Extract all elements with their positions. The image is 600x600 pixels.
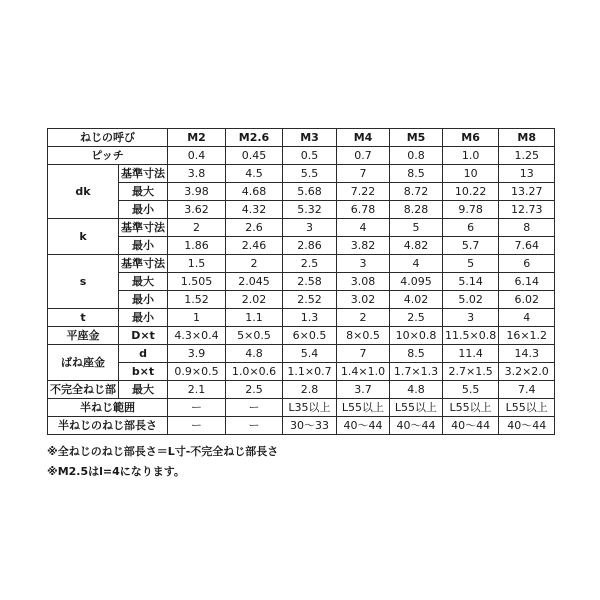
- dk-value-cell: 3.62: [168, 201, 226, 219]
- k-value-cell: 2: [168, 219, 226, 237]
- incomplete_thread-value-cell: 2.5: [226, 381, 283, 399]
- pitch-value-cell: 0.5: [283, 147, 337, 165]
- t-value-cell: 1: [168, 309, 226, 327]
- t-label: t: [48, 309, 119, 327]
- dk-value-cell: 12.73: [499, 201, 555, 219]
- half_thread_range-row: [48, 399, 555, 417]
- t-value-cell: 1.3: [283, 309, 337, 327]
- dk-value-cell: 8.5: [390, 165, 443, 183]
- t-sub-label: 最小: [119, 309, 168, 327]
- k-value-cell: 7.64: [499, 237, 555, 255]
- spring_washer-row: [48, 363, 555, 381]
- k-group-label: k: [48, 219, 119, 255]
- pitch-value-cell: 1.0: [443, 147, 499, 165]
- s-value-cell: 2.02: [226, 291, 283, 309]
- s-row: [48, 273, 555, 291]
- dk-row: [48, 183, 555, 201]
- k-value-cell: 8: [499, 219, 555, 237]
- spring_washer-value-cell: 7: [337, 345, 390, 363]
- dk-value-cell: 13.27: [499, 183, 555, 201]
- flat_washer-value-cell: 6×0.5: [283, 327, 337, 345]
- s-group-label: s: [48, 255, 119, 309]
- half_thread_length-value-cell: 40〜44: [390, 417, 443, 435]
- half_thread_range-value-cell: L55以上: [390, 399, 443, 417]
- half_thread_length-value-cell: 40〜44: [499, 417, 555, 435]
- half_thread_range-value-cell: L35以上: [283, 399, 337, 417]
- spring_washer-value-cell: 0.9×0.5: [168, 363, 226, 381]
- k-value-cell: 5.7: [443, 237, 499, 255]
- s-sub-label: 最大: [119, 273, 168, 291]
- spring_washer-sub-label: d: [119, 345, 168, 363]
- s-value-cell: 2: [226, 255, 283, 273]
- k-value-cell: 6: [443, 219, 499, 237]
- s-value-cell: 6.02: [499, 291, 555, 309]
- spring_washer-value-cell: 1.7×1.3: [390, 363, 443, 381]
- half_thread_length-row: [48, 417, 555, 435]
- flat_washer-label: 平座金: [48, 327, 119, 345]
- incomplete_thread-value-cell: 5.5: [443, 381, 499, 399]
- dk-value-cell: 6.78: [337, 201, 390, 219]
- footnotes: [47, 442, 278, 482]
- s-value-cell: 4.02: [390, 291, 443, 309]
- half_thread_length-value-cell: ー: [168, 417, 226, 435]
- spring_washer-value-cell: 1.0×0.6: [226, 363, 283, 381]
- spring_washer-value-cell: 8.5: [390, 345, 443, 363]
- pitch-value-cell: 0.8: [390, 147, 443, 165]
- dk-value-cell: 3.8: [168, 165, 226, 183]
- dk-group-label: dk: [48, 165, 119, 219]
- half_thread_length-value-cell: 40〜44: [443, 417, 499, 435]
- dk-value-cell: 10.22: [443, 183, 499, 201]
- dk-sub-label: 最大: [119, 183, 168, 201]
- half_thread_range-value-cell: L55以上: [443, 399, 499, 417]
- dk-value-cell: 8.28: [390, 201, 443, 219]
- dk-value-cell: 10: [443, 165, 499, 183]
- incomplete_thread-value-cell: 4.8: [390, 381, 443, 399]
- k-value-cell: 3.82: [337, 237, 390, 255]
- dk-value-cell: 13: [499, 165, 555, 183]
- half_thread_range-value-cell: L55以上: [337, 399, 390, 417]
- s-value-cell: 3.02: [337, 291, 390, 309]
- k-value-cell: 3: [283, 219, 337, 237]
- spring_washer-value-cell: 3.9: [168, 345, 226, 363]
- dk-value-cell: 5.5: [283, 165, 337, 183]
- half_thread_range-value-cell: L55以上: [499, 399, 555, 417]
- spec-table-body: [48, 129, 555, 435]
- spring_washer-row: [48, 345, 555, 363]
- k-value-cell: 4.82: [390, 237, 443, 255]
- pitch-label: ピッチ: [48, 147, 168, 165]
- s-value-cell: 2.045: [226, 273, 283, 291]
- s-value-cell: 6.14: [499, 273, 555, 291]
- dk-value-cell: 9.78: [443, 201, 499, 219]
- k-value-cell: 2.46: [226, 237, 283, 255]
- incomplete_thread-label: 不完全ねじ部: [48, 381, 119, 399]
- s-value-cell: 5.14: [443, 273, 499, 291]
- k-value-cell: 1.86: [168, 237, 226, 255]
- spring_washer-value-cell: 2.7×1.5: [443, 363, 499, 381]
- half_thread_range-label: 半ねじ範囲: [48, 399, 168, 417]
- pitch-value-cell: 0.45: [226, 147, 283, 165]
- half_thread_length-value-cell: 40〜44: [337, 417, 390, 435]
- t-value-cell: 2.5: [390, 309, 443, 327]
- k-value-cell: 4: [337, 219, 390, 237]
- pitch-value-cell: 0.4: [168, 147, 226, 165]
- spring_washer-value-cell: 1.4×1.0: [337, 363, 390, 381]
- dk-value-cell: 3.98: [168, 183, 226, 201]
- s-value-cell: 4: [390, 255, 443, 273]
- flat_washer-value-cell: 4.3×0.4: [168, 327, 226, 345]
- spring_washer-value-cell: 14.3: [499, 345, 555, 363]
- k-value-cell: 2.86: [283, 237, 337, 255]
- size-header-cell: M5: [390, 129, 443, 147]
- half_thread_length-value-cell: ー: [226, 417, 283, 435]
- dk-value-cell: 5.68: [283, 183, 337, 201]
- t-value-cell: 4: [499, 309, 555, 327]
- spring_washer-value-cell: 3.2×2.0: [499, 363, 555, 381]
- half_thread_range-value-cell: ー: [168, 399, 226, 417]
- s-value-cell: 3: [337, 255, 390, 273]
- size-header-cell: M8: [499, 129, 555, 147]
- dk-value-cell: 4.5: [226, 165, 283, 183]
- incomplete_thread-sub-label: 最大: [119, 381, 168, 399]
- half_thread_length-value-cell: 30〜33: [283, 417, 337, 435]
- dk-value-cell: 5.32: [283, 201, 337, 219]
- dk-value-cell: 8.72: [390, 183, 443, 201]
- s-row: [48, 255, 555, 273]
- k-row: [48, 237, 555, 255]
- dk-row: [48, 165, 555, 183]
- k-sub-label: 基準寸法: [119, 219, 168, 237]
- spring_washer-value-cell: 1.1×0.7: [283, 363, 337, 381]
- s-value-cell: 1.5: [168, 255, 226, 273]
- incomplete_thread-value-cell: 2.8: [283, 381, 337, 399]
- header-row: [48, 129, 555, 147]
- dk-sub-label: 最小: [119, 201, 168, 219]
- incomplete_thread-value-cell: 2.1: [168, 381, 226, 399]
- t-value-cell: 1.1: [226, 309, 283, 327]
- dk-sub-label: 基準寸法: [119, 165, 168, 183]
- s-sub-label: 基準寸法: [119, 255, 168, 273]
- spring_washer-value-cell: 4.8: [226, 345, 283, 363]
- k-sub-label: 最小: [119, 237, 168, 255]
- dk-value-cell: 7: [337, 165, 390, 183]
- t-value-cell: 2: [337, 309, 390, 327]
- s-value-cell: 5: [443, 255, 499, 273]
- flat_washer-value-cell: 16×1.2: [499, 327, 555, 345]
- t-value-cell: 3: [443, 309, 499, 327]
- pitch-row: [48, 147, 555, 165]
- size-header-cell: M4: [337, 129, 390, 147]
- dk-row: [48, 201, 555, 219]
- size-header-cell: M2.6: [226, 129, 283, 147]
- s-value-cell: 2.58: [283, 273, 337, 291]
- size-header-cell: M6: [443, 129, 499, 147]
- pitch-value-cell: 1.25: [499, 147, 555, 165]
- s-value-cell: 4.095: [390, 273, 443, 291]
- k-value-cell: 2.6: [226, 219, 283, 237]
- s-sub-label: 最小: [119, 291, 168, 309]
- size-header-cell: M2: [168, 129, 226, 147]
- s-value-cell: 2.52: [283, 291, 337, 309]
- s-row: [48, 291, 555, 309]
- s-value-cell: 1.52: [168, 291, 226, 309]
- incomplete_thread-value-cell: 7.4: [499, 381, 555, 399]
- half_thread_length-label: 半ねじのねじ部長さ: [48, 417, 168, 435]
- spring_washer-value-cell: 5.4: [283, 345, 337, 363]
- size-header-cell: M3: [283, 129, 337, 147]
- flat_washer-sub-label: D×t: [119, 327, 168, 345]
- k-value-cell: 5: [390, 219, 443, 237]
- dk-value-cell: 4.68: [226, 183, 283, 201]
- spring_washer-sub-label: b×t: [119, 363, 168, 381]
- dk-value-cell: 7.22: [337, 183, 390, 201]
- incomplete_thread-row: [48, 381, 555, 399]
- dk-value-cell: 4.32: [226, 201, 283, 219]
- spec-table: [47, 128, 555, 435]
- t-row: [48, 309, 555, 327]
- flat_washer-value-cell: 8×0.5: [337, 327, 390, 345]
- s-value-cell: 6: [499, 255, 555, 273]
- footnote-m25: ※M2.5はl=4になります。: [47, 465, 185, 478]
- half_thread_range-value-cell: ー: [226, 399, 283, 417]
- flat_washer-value-cell: 5×0.5: [226, 327, 283, 345]
- flat_washer-value-cell: 10×0.8: [390, 327, 443, 345]
- spring_washer-value-cell: 11.4: [443, 345, 499, 363]
- s-value-cell: 2.5: [283, 255, 337, 273]
- incomplete_thread-value-cell: 3.7: [337, 381, 390, 399]
- spring_washer-group-label: ばね座金: [48, 345, 119, 381]
- thread-size-label: ねじの呼び: [48, 129, 168, 147]
- s-value-cell: 1.505: [168, 273, 226, 291]
- s-value-cell: 3.08: [337, 273, 390, 291]
- footnote-thread-length: ※全ねじのねじ部長さ＝L寸-不完全ねじ部長さ: [47, 445, 279, 458]
- s-value-cell: 5.02: [443, 291, 499, 309]
- k-row: [48, 219, 555, 237]
- flat_washer-value-cell: 11.5×0.8: [443, 327, 499, 345]
- pitch-value-cell: 0.7: [337, 147, 390, 165]
- flat_washer-row: [48, 327, 555, 345]
